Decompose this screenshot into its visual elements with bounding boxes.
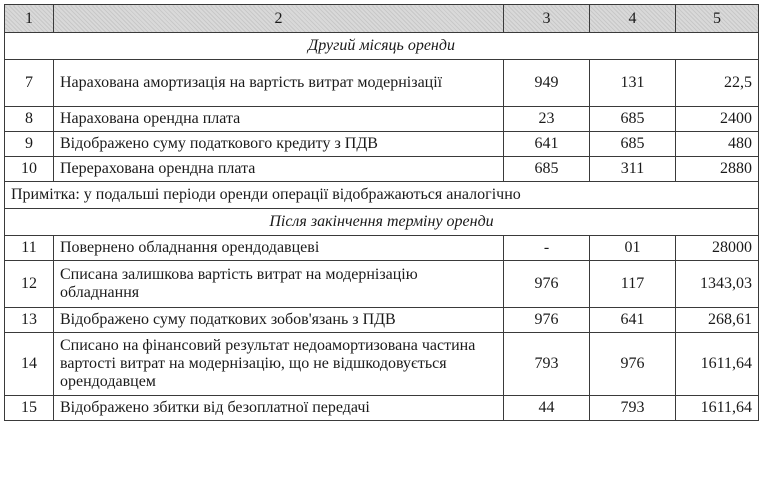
row-description: Нарахована амортизація на вартість витрат модернізації — [54, 60, 504, 107]
row-number: 12 — [5, 261, 54, 308]
row-col5: 22,5 — [676, 60, 759, 107]
row-col5: 1611,64 — [676, 333, 759, 396]
row-col5: 28000 — [676, 236, 759, 261]
row-col3: 949 — [504, 60, 590, 107]
row-description: Повернено обладнання орендодавцеві — [54, 236, 504, 261]
row-description: Відображено суму податкового кредиту з ПДВ — [54, 132, 504, 157]
row-col3: 793 — [504, 333, 590, 396]
row-col3: - — [504, 236, 590, 261]
header-cell-1: 1 — [5, 5, 54, 33]
section-row — [5, 209, 759, 236]
row-description: Відображено збитки від безоплатної передачі — [54, 396, 504, 421]
row-description: Списано на фінансовий результат недоамортизована частина вартості витрат на модернізацію, що не відшкодовується орендодавцем — [54, 333, 504, 396]
header-cell-4: 4 — [590, 5, 676, 33]
header-cell-5: 5 — [676, 5, 759, 33]
row-col5: 2880 — [676, 157, 759, 182]
section-row — [5, 33, 759, 60]
row-col3: 976 — [504, 261, 590, 308]
table-row — [5, 157, 759, 182]
header-cell-3: 3 — [504, 5, 590, 33]
row-description: Відображено суму податкових зобов'язань з ПДВ — [54, 308, 504, 333]
row-number: 7 — [5, 60, 54, 107]
row-col4: 131 — [590, 60, 676, 107]
row-description: Списана залишкова вартість витрат на модернізацію обладнання — [54, 261, 504, 308]
row-col4: 01 — [590, 236, 676, 261]
row-description: Нарахована орендна плата — [54, 107, 504, 132]
row-description: Перерахована орендна плата — [54, 157, 504, 182]
row-col3: 44 — [504, 396, 590, 421]
row-col4: 641 — [590, 308, 676, 333]
row-number: 13 — [5, 308, 54, 333]
table-row — [5, 333, 759, 396]
row-col4: 793 — [590, 396, 676, 421]
header-cell-2: 2 — [54, 5, 504, 33]
row-number: 15 — [5, 396, 54, 421]
section-title-after-lease: Після закінчення терміну оренди — [5, 209, 759, 236]
row-number: 14 — [5, 333, 54, 396]
table-row — [5, 236, 759, 261]
table-row — [5, 107, 759, 132]
row-col5: 1611,64 — [676, 396, 759, 421]
table-row — [5, 132, 759, 157]
table-body — [5, 5, 759, 421]
row-col5: 480 — [676, 132, 759, 157]
row-col5: 2400 — [676, 107, 759, 132]
note-text: Примітка: у подальші періоди оренди операції відображаються аналогічно — [5, 182, 759, 209]
table-row — [5, 396, 759, 421]
row-number: 8 — [5, 107, 54, 132]
row-number: 10 — [5, 157, 54, 182]
row-col4: 685 — [590, 107, 676, 132]
row-col4: 976 — [590, 333, 676, 396]
row-col4: 117 — [590, 261, 676, 308]
table-row — [5, 308, 759, 333]
table-row — [5, 60, 759, 107]
row-col3: 23 — [504, 107, 590, 132]
row-number: 9 — [5, 132, 54, 157]
row-col4: 685 — [590, 132, 676, 157]
row-col5: 1343,03 — [676, 261, 759, 308]
row-col3: 685 — [504, 157, 590, 182]
row-col5: 268,61 — [676, 308, 759, 333]
note-row — [5, 182, 759, 209]
lease-accounting-table — [4, 4, 759, 421]
row-col3: 976 — [504, 308, 590, 333]
table-row — [5, 261, 759, 308]
section-title-second-month: Другий місяць оренди — [5, 33, 759, 60]
row-number: 11 — [5, 236, 54, 261]
row-col3: 641 — [504, 132, 590, 157]
header-row — [5, 5, 759, 33]
row-col4: 311 — [590, 157, 676, 182]
